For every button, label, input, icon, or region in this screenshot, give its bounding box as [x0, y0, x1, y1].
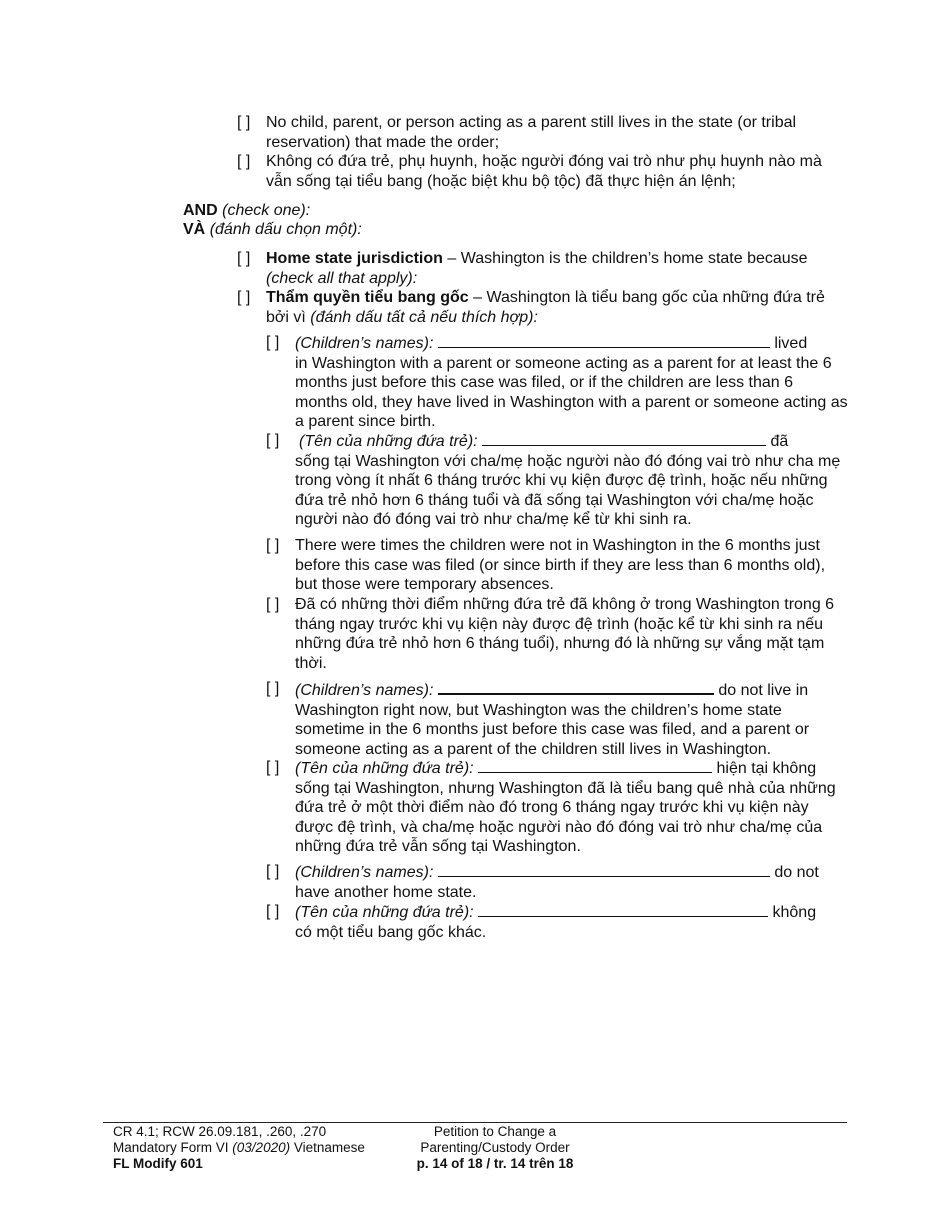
sub-item-after: do not: [769, 864, 819, 881]
checkbox[interactable]: [ ]: [266, 432, 280, 449]
sub-item-7: [266, 862, 848, 902]
children-names-blank[interactable]: [478, 758, 712, 773]
sub-item-text: in Washington with a parent or someone acting as a parent for at least the 6 months just before this case was filed, or if the children are less than 6 months old, they have lived in Washington with a parent or someone acting as a parent since birth.: [295, 354, 848, 431]
intro-item-2: [237, 152, 847, 191]
sub-item-after: hiện tại không: [712, 760, 817, 777]
va-heading: [183, 220, 362, 240]
footer-form-info: Mandatory Form VI (03/2020) Vietnamese: [113, 1140, 365, 1156]
intro-item-text: No child, parent, or person acting as a parent still lives in the state (or tribal reservation) that made the order;: [266, 114, 797, 151]
sub-item-text: Đã có những thời điểm những đứa trẻ đã không ở trong Washington trong 6 tháng ngay trước khi vụ kiện này được đệ trình (hoặc kể từ khi sinh ra nếu những đứa trẻ nhỏ hơn 6 tháng tuổi), nhưng đó là những sự vắng mặt tạm thời.: [295, 596, 835, 672]
home-state-item-en: [237, 249, 817, 288]
sub-item-3: [266, 536, 836, 595]
children-names-blank[interactable]: [438, 333, 770, 348]
sub-item-text: There were times the children were not in Washington in the 6 months just before this case was filed (or since birth if they are less than 6 months old), but those were temporary absences.: [295, 537, 826, 594]
sub-item-text: Washington right now, but Washington was the children’s home state sometime in the 6 months just before this case was filed, and a parent or someone acting as a parent of the children still lives in Washington.: [295, 701, 810, 758]
footer-page-number: p. 14 of 18 / tr. 14 trên 18: [416, 1156, 574, 1172]
sub-item-after: lived: [769, 335, 808, 352]
and-heading: [183, 201, 310, 221]
footer-left: [113, 1124, 365, 1173]
checkbox[interactable]: [ ]: [266, 596, 280, 613]
intro-item-text: Không có đứa trẻ, phụ huynh, hoặc người đóng vai trò như phụ huynh nào mà vẫn sống tại tiểu bang (hoặc biệt khu bộ tộc) đã thực hiện án lệnh;: [266, 153, 822, 190]
children-names-blank[interactable]: [478, 902, 768, 917]
children-names-label: (Tên của những đứa trẻ):: [295, 760, 474, 777]
footer-doc-title-1: Petition to Change a: [433, 1124, 557, 1139]
checkbox[interactable]: [ ]: [237, 153, 251, 170]
footer-divider: [103, 1122, 847, 1123]
sub-item-after: không: [768, 904, 817, 921]
footer-form-id: FL Modify 601: [113, 1156, 203, 1172]
sub-item-text: sống tại Washington, nhưng Washington đã là tiểu bang quê nhà của những đứa trẻ ở một thời điểm nào đó trong 6 tháng ngay trước khi vụ kiện này được đệ trình, và cha/mẹ hoặc người nào đó đóng vai trò như cha/mẹ của những đứa trẻ vẫn sống tại Washington.: [295, 779, 836, 856]
sub-item-2: [266, 431, 848, 530]
children-names-label: (Children’s names):: [295, 682, 434, 699]
va-bold: VÀ: [183, 221, 206, 238]
checkbox[interactable]: [ ]: [266, 334, 280, 351]
sub-item-5: [266, 679, 850, 759]
checkbox[interactable]: [ ]: [237, 250, 251, 267]
children-names-label: (Tên của những đứa trẻ):: [295, 904, 474, 921]
sub-item-after: đã: [766, 433, 789, 450]
home-state-body: – Washington là tiểu bang gốc của những đứa trẻ bởi vì: [266, 289, 825, 326]
footer-citation: CR 4.1; RCW 26.09.181, .260, .270: [113, 1124, 327, 1139]
sub-item-after: do not live in: [713, 682, 809, 699]
children-names-label: (Children’s names):: [295, 864, 434, 881]
checkbox[interactable]: [ ]: [266, 903, 280, 920]
home-state-body: – Washington is the children’s home state because: [442, 250, 808, 267]
footer-doc-title-2: Parenting/Custody Order: [420, 1140, 570, 1156]
children-names-label: (Children’s names):: [295, 335, 434, 352]
home-state-bold: Home state jurisdiction: [266, 250, 443, 267]
children-names-blank[interactable]: [482, 431, 766, 446]
home-state-text: [266, 288, 849, 327]
sub-item-text: có một tiểu bang gốc khác.: [295, 923, 487, 941]
children-names-blank[interactable]: [438, 679, 714, 695]
checkbox[interactable]: [ ]: [266, 537, 280, 554]
checkbox[interactable]: [ ]: [237, 114, 251, 131]
home-state-instruction: (check all that apply):: [266, 269, 418, 287]
sub-item-text: sống tại Washington với cha/mẹ hoặc người nào đó đóng vai trò như cha mẹ trong vòng ít nhất 6 tháng trước khi vụ kiện được đệ trình, hoặc nếu những đứa trẻ nhỏ hơn 6 tháng tuổi và đã sống tại Washington với cha/mẹ hoặc người nào đó đóng vai trò như cha/mẹ kể từ khi sinh ra.: [295, 452, 841, 529]
children-names-label: (Tên của những đứa trẻ):: [299, 433, 478, 450]
checkbox[interactable]: [ ]: [237, 289, 251, 306]
home-state-bold: Thẩm quyền tiểu bang gốc: [266, 289, 469, 306]
footer-center: [385, 1124, 605, 1173]
and-bold: AND: [183, 202, 218, 219]
checkbox[interactable]: [ ]: [266, 680, 280, 697]
checkbox[interactable]: [ ]: [266, 863, 280, 880]
home-state-text: [266, 249, 817, 288]
children-names-blank[interactable]: [438, 862, 770, 877]
home-state-item-vi: [237, 288, 849, 327]
checkbox[interactable]: [ ]: [266, 759, 280, 776]
sub-item-text: have another home state.: [295, 883, 477, 901]
intro-item-1: [237, 113, 847, 152]
sub-item-8: [266, 902, 848, 942]
va-instruction: (đánh dấu chọn một):: [209, 221, 362, 238]
sub-item-1: [266, 333, 848, 432]
sub-item-4: [266, 595, 838, 673]
home-state-instruction: (đánh dấu tất cả nếu thích hợp):: [310, 308, 538, 326]
and-instruction: (check one):: [222, 202, 311, 219]
sub-item-6: [266, 758, 848, 857]
